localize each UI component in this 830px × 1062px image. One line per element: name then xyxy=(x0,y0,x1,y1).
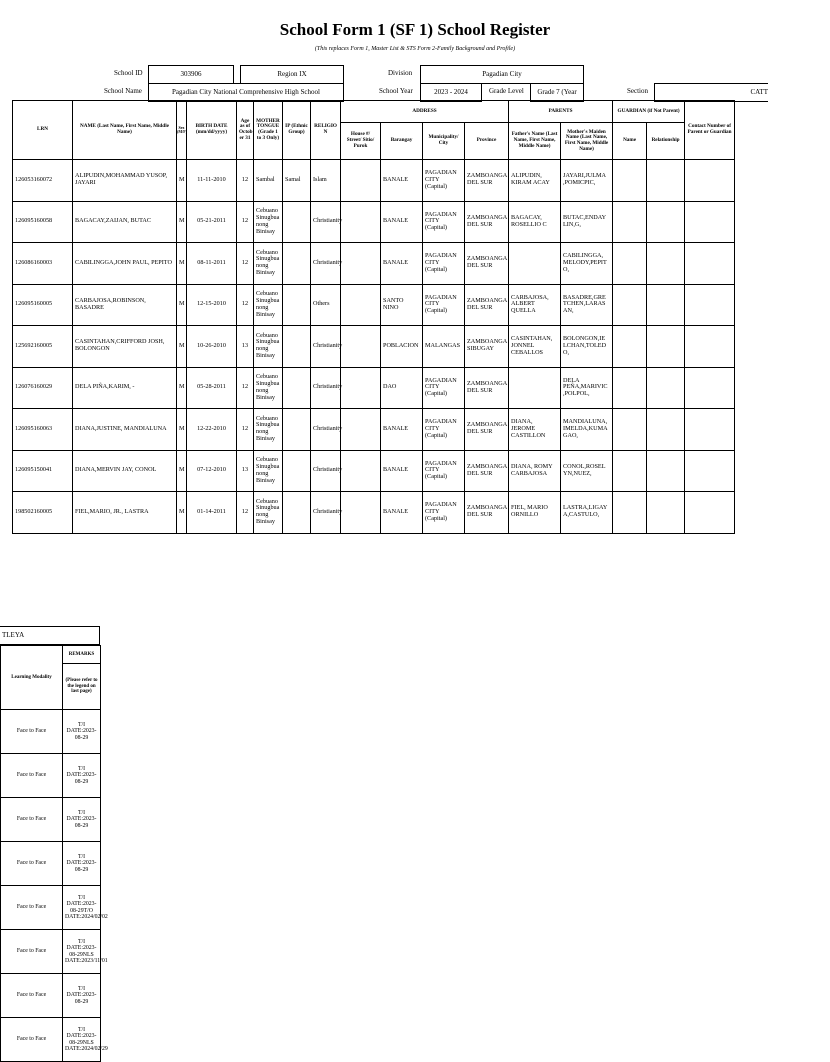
remarks-cell: T/I DATE:2023-08-29T/O DATE:2024/02/02 xyxy=(63,886,101,930)
ip-cell xyxy=(283,409,311,451)
birth-date-cell: 12-15-2010 xyxy=(187,284,237,326)
barangay-cell: BANALE xyxy=(381,243,423,285)
remarks-cell: T/I DATE:2023-08-29 xyxy=(63,710,101,754)
student-row xyxy=(13,492,735,534)
ip-cell: Samal xyxy=(283,160,311,202)
name-cell: CARBAJOSA,ROBINSON, BASADRE xyxy=(73,284,177,326)
col-lrn: LRN xyxy=(13,101,73,160)
sex-cell: M xyxy=(177,284,187,326)
mother-tongue-cell: Cebuano Sinugbua nong Binisay xyxy=(254,326,283,368)
religion-cell: Christianity xyxy=(311,492,341,534)
lrn-cell: 125692160005 xyxy=(13,326,73,368)
school-id-value: 303906 xyxy=(148,65,234,84)
religion-cell: Others xyxy=(311,284,341,326)
barangay-cell: BANALE xyxy=(381,492,423,534)
col-parents: PARENTS xyxy=(509,101,613,123)
age-cell: 13 xyxy=(237,326,254,368)
contact-cell xyxy=(685,326,735,368)
relationship-cell xyxy=(647,367,685,409)
religion-cell: Christianity xyxy=(311,409,341,451)
name-cell: ALIPUDIN,MOHAMMAD YUSOP, JAYARI xyxy=(73,160,177,202)
ip-cell xyxy=(283,367,311,409)
name-cell: CASINTAHAN,CRIFFORD JOSH, BOLONGON xyxy=(73,326,177,368)
remarks-cell: T/I DATE:2023-08-29NLS DATE:2024/02/29 xyxy=(63,1018,101,1062)
name-cell: CABILINGGA,JOHN PAUL, PEPITO xyxy=(73,243,177,285)
father-name-cell: ALIPUDIN, KIRAM ACAY xyxy=(509,160,561,202)
remarks-row xyxy=(1,798,101,842)
birth-date-cell: 11-11-2010 xyxy=(187,160,237,202)
province-cell: ZAMBOANGA SIBUGAY xyxy=(465,326,509,368)
form-subtitle: (This replaces Form 1, Master List & STS Form 2-Family Background and Profile) xyxy=(314,46,516,52)
age-cell: 12 xyxy=(237,492,254,534)
birth-date-cell: 05-28-2011 xyxy=(187,367,237,409)
lrn-cell: 198502160005 xyxy=(13,492,73,534)
remarks-cell: T/I DATE:2023-08-29 xyxy=(63,798,101,842)
mother-tongue-cell: Sambal xyxy=(254,160,283,202)
birth-date-cell: 10-26-2010 xyxy=(187,326,237,368)
remarks-cell: T/I DATE:2023-08-29 xyxy=(63,974,101,1018)
learning-modality-cell: Face to Face xyxy=(1,886,63,930)
col-mother-tongue: MOTHER TONGUE (Grade 1 to 3 Only) xyxy=(254,101,283,160)
col-relationship: Relationship xyxy=(647,123,685,160)
lrn-cell: 126095150041 xyxy=(13,450,73,492)
student-row xyxy=(13,326,735,368)
barangay-cell: BANALE xyxy=(381,450,423,492)
sex-cell: M xyxy=(177,201,187,243)
sex-cell: M xyxy=(177,492,187,534)
barangay-cell: BANALE xyxy=(381,409,423,451)
barangay-cell: DAO xyxy=(381,367,423,409)
learning-modality-cell: Face to Face xyxy=(1,798,63,842)
sex-cell: M xyxy=(177,367,187,409)
relationship-cell xyxy=(647,243,685,285)
division-label: Division xyxy=(388,69,413,77)
province-cell: ZAMBOANGA DEL SUR xyxy=(465,450,509,492)
sex-cell: M xyxy=(177,243,187,285)
grade-level-label: Grade Level xyxy=(489,87,524,95)
mother-name-cell: DELA PEÑA,MARIVIC ,POLPOL, xyxy=(561,367,613,409)
house-cell xyxy=(341,160,381,202)
ip-cell xyxy=(283,243,311,285)
col-birth-date: BIRTH DATE (mm/dd/yyyy) xyxy=(187,101,237,160)
municipality-cell: PAGADIAN CITY (Capital) xyxy=(423,160,465,202)
municipality-cell: PAGADIAN CITY (Capital) xyxy=(423,284,465,326)
section-label: Section xyxy=(627,87,648,95)
learning-modality-cell: Face to Face xyxy=(1,974,63,1018)
province-cell: ZAMBOANGA DEL SUR xyxy=(465,243,509,285)
learning-modality-cell: Face to Face xyxy=(1,710,63,754)
province-cell: ZAMBOANGA DEL SUR xyxy=(465,160,509,202)
col-address: ADDRESS xyxy=(341,101,509,123)
barangay-cell: SANTO NINO xyxy=(381,284,423,326)
house-cell xyxy=(341,492,381,534)
col-remarks-note: (Please refer to the legend on last page) xyxy=(63,664,101,710)
municipality-cell: PAGADIAN CITY (Capital) xyxy=(423,450,465,492)
guardian-name-cell xyxy=(613,284,647,326)
relationship-cell xyxy=(647,284,685,326)
col-guardian: GUARDIAN (if Not Parent) xyxy=(613,101,685,123)
lrn-cell: 126095160005 xyxy=(13,284,73,326)
age-cell: 12 xyxy=(237,367,254,409)
father-name-cell: CASINTAHAN, JONNEL CEBALLOS xyxy=(509,326,561,368)
guardian-name-cell xyxy=(613,409,647,451)
school-year-value: 2023 - 2024 xyxy=(420,83,482,102)
student-row xyxy=(13,450,735,492)
col-contact: Contact Number of Parent or Guardian xyxy=(685,101,735,160)
religion-cell: Christianity xyxy=(311,450,341,492)
ip-cell xyxy=(283,201,311,243)
guardian-name-cell xyxy=(613,367,647,409)
ip-cell xyxy=(283,326,311,368)
relationship-cell xyxy=(647,160,685,202)
col-religion: RELIGIO N xyxy=(311,101,341,160)
student-row xyxy=(13,243,735,285)
mother-tongue-cell: Cebuano Sinugbua nong Binisay xyxy=(254,201,283,243)
guardian-name-cell xyxy=(613,201,647,243)
municipality-cell: MALANGAS xyxy=(423,326,465,368)
sex-cell: M xyxy=(177,450,187,492)
remarks-cell: T/I DATE:2023-08-29 xyxy=(63,842,101,886)
guardian-name-cell xyxy=(613,492,647,534)
father-name-cell xyxy=(509,243,561,285)
birth-date-cell: 01-14-2011 xyxy=(187,492,237,534)
father-name-cell: CARBAJOSA, ALBERT QUELLA xyxy=(509,284,561,326)
house-cell xyxy=(341,450,381,492)
religion-cell: Christianity xyxy=(311,367,341,409)
col-ip: IP (Ethnic Group) xyxy=(283,101,311,160)
barangay-cell: BANALE xyxy=(381,160,423,202)
col-learning-modality: Learning Modality xyxy=(1,646,63,710)
father-name-cell xyxy=(509,367,561,409)
birth-date-cell: 05-21-2011 xyxy=(187,201,237,243)
age-cell: 12 xyxy=(237,243,254,285)
learning-modality-cell: Face to Face xyxy=(1,930,63,974)
house-cell xyxy=(341,367,381,409)
municipality-cell: PAGADIAN CITY (Capital) xyxy=(423,409,465,451)
contact-cell xyxy=(685,284,735,326)
remarks-table xyxy=(0,645,108,1062)
col-father: Father's Name (Last Name, First Name, Middle Name) xyxy=(509,123,561,160)
col-mother: Mother's Maiden Name (Last Name, First Name, Middle Name) xyxy=(561,123,613,160)
house-cell xyxy=(341,284,381,326)
remarks-row xyxy=(1,710,101,754)
guardian-name-cell xyxy=(613,326,647,368)
barangay-cell: POBLACION xyxy=(381,326,423,368)
remarks-row xyxy=(1,930,101,974)
birth-date-cell: 12-22-2010 xyxy=(187,409,237,451)
contact-cell xyxy=(685,367,735,409)
mother-tongue-cell: Cebuano Sinugbua nong Binisay xyxy=(254,409,283,451)
ip-cell xyxy=(283,284,311,326)
division-value: Pagadian City xyxy=(420,65,584,84)
school-name-value: Pagadian City National Comprehensive High School xyxy=(148,83,344,102)
student-row xyxy=(13,160,735,202)
lrn-cell: 126086160003 xyxy=(13,243,73,285)
house-cell xyxy=(341,326,381,368)
form-title: School Form 1 (SF 1) School Register xyxy=(279,20,551,39)
mother-tongue-cell: Cebuano Sinugbua nong Binisay xyxy=(254,243,283,285)
learning-modality-cell: Face to Face xyxy=(1,1018,63,1062)
municipality-cell: PAGADIAN CITY (Capital) xyxy=(423,367,465,409)
province-cell: ZAMBOANGA DEL SUR xyxy=(465,409,509,451)
contact-cell xyxy=(685,243,735,285)
school-year-label: School Year xyxy=(379,87,413,95)
religion-cell: Islam xyxy=(311,160,341,202)
school-name-label: School Name xyxy=(104,87,142,95)
register-table xyxy=(12,100,735,534)
mother-name-cell: CONOL,ROSEL YN,NUEZ, xyxy=(561,450,613,492)
age-cell: 12 xyxy=(237,284,254,326)
lrn-cell: 126095160063 xyxy=(13,409,73,451)
contact-cell xyxy=(685,160,735,202)
remarks-row xyxy=(1,842,101,886)
relationship-cell xyxy=(647,450,685,492)
municipality-cell: PAGADIAN CITY (Capital) xyxy=(423,201,465,243)
contact-cell xyxy=(685,409,735,451)
contact-cell xyxy=(685,492,735,534)
municipality-cell: PAGADIAN CITY (Capital) xyxy=(423,492,465,534)
name-cell: DIANA,JUSTINE, MANDIALUNA xyxy=(73,409,177,451)
birth-date-cell: 07-12-2010 xyxy=(187,450,237,492)
name-cell: DELA PIÑA,KARIM, - xyxy=(73,367,177,409)
religion-cell: Christianity xyxy=(311,243,341,285)
lrn-cell: 126053160072 xyxy=(13,160,73,202)
col-age: Age as of Octob er 31 xyxy=(237,101,254,160)
guardian-name-cell xyxy=(613,243,647,285)
mother-name-cell: LASTRA,LIGAY A,CASTULO, xyxy=(561,492,613,534)
remarks-cell: T/I DATE:2023-08-29NLS DATE:2023/11/01 xyxy=(63,930,101,974)
sex-cell: M xyxy=(177,326,187,368)
student-row xyxy=(13,409,735,451)
col-guardian-name: Name xyxy=(613,123,647,160)
col-municipality: Municipality/ City xyxy=(423,123,465,160)
col-name: NAME (Last Name, First Name, Middle Name) xyxy=(73,101,177,160)
father-name-cell: DIANA, JEROME CASTILLON xyxy=(509,409,561,451)
col-sex: Sex (M/F) xyxy=(177,101,187,160)
mother-tongue-cell: Cebuano Sinugbua nong Binisay xyxy=(254,492,283,534)
ip-cell xyxy=(283,450,311,492)
col-house: House #/ Street/ Sitio/ Purok xyxy=(341,123,381,160)
province-cell: ZAMBOANGA DEL SUR xyxy=(465,201,509,243)
col-barangay: Barangay xyxy=(381,123,423,160)
mother-tongue-cell: Cebuano Sinugbua nong Binisay xyxy=(254,367,283,409)
barangay-cell: BANALE xyxy=(381,201,423,243)
relationship-cell xyxy=(647,326,685,368)
contact-cell xyxy=(685,450,735,492)
name-cell: FIEL,MARIO, JR., LASTRA xyxy=(73,492,177,534)
province-cell: ZAMBOANGA DEL SUR xyxy=(465,367,509,409)
mother-tongue-cell: Cebuano Sinugbua nong Binisay xyxy=(254,284,283,326)
mother-tongue-cell: Cebuano Sinugbua nong Binisay xyxy=(254,450,283,492)
birth-date-cell: 08-11-2011 xyxy=(187,243,237,285)
mother-name-cell: CABILINGGA, MELODY,PEPIT O, xyxy=(561,243,613,285)
father-name-cell: FIEL, MARIO ORNILLO xyxy=(509,492,561,534)
age-cell: 12 xyxy=(237,160,254,202)
mother-name-cell: BASADRE,GRE TCHEN,LARAS AN, xyxy=(561,284,613,326)
province-cell: ZAMBOANGA DEL SUR xyxy=(465,284,509,326)
remarks-row xyxy=(1,974,101,1018)
sex-cell: M xyxy=(177,160,187,202)
learning-modality-cell: Face to Face xyxy=(1,754,63,798)
remarks-row xyxy=(1,754,101,798)
house-cell xyxy=(341,409,381,451)
ip-cell xyxy=(283,492,311,534)
age-cell: 13 xyxy=(237,450,254,492)
student-row xyxy=(13,284,735,326)
student-row xyxy=(13,367,735,409)
guardian-name-cell xyxy=(613,160,647,202)
section-fragment: TLEYA xyxy=(0,626,100,645)
school-id-label: School ID xyxy=(114,69,143,77)
name-cell: BAGACAY,ZAIJAN, BUTAC xyxy=(73,201,177,243)
lrn-cell: 126076160029 xyxy=(13,367,73,409)
mother-name-cell: BOLONGON,IE LCHAN,TOLED O, xyxy=(561,326,613,368)
age-cell: 12 xyxy=(237,409,254,451)
sex-cell: M xyxy=(177,409,187,451)
house-cell xyxy=(341,243,381,285)
religion-cell: Christianity xyxy=(311,326,341,368)
municipality-cell: PAGADIAN CITY (Capital) xyxy=(423,243,465,285)
col-remarks: REMARKS xyxy=(63,646,101,664)
col-province: Province xyxy=(465,123,509,160)
relationship-cell xyxy=(647,201,685,243)
mother-name-cell: JAYARI,JULMA ,POMICPIC, xyxy=(561,160,613,202)
relationship-cell xyxy=(647,492,685,534)
relationship-cell xyxy=(647,409,685,451)
remarks-row xyxy=(1,886,101,930)
mother-name-cell: MANDIALUNA, IMELDA,KUMA GAO, xyxy=(561,409,613,451)
contact-cell xyxy=(685,201,735,243)
father-name-cell: BAGACAY, ROSELLIO C xyxy=(509,201,561,243)
age-cell: 12 xyxy=(237,201,254,243)
region-value: Region IX xyxy=(240,65,344,84)
grade-level-value: Grade 7 (Year xyxy=(530,83,584,102)
religion-cell: Christianity xyxy=(311,201,341,243)
lrn-cell: 126095160058 xyxy=(13,201,73,243)
father-name-cell: DIANA, ROMY CARBAJOSA xyxy=(509,450,561,492)
learning-modality-cell: Face to Face xyxy=(1,842,63,886)
section-value: CATT xyxy=(654,83,768,102)
house-cell xyxy=(341,201,381,243)
province-cell: ZAMBOANGA DEL SUR xyxy=(465,492,509,534)
guardian-name-cell xyxy=(613,450,647,492)
remarks-row xyxy=(1,1018,101,1062)
mother-name-cell: BUTAC,ENDAY LIN,G, xyxy=(561,201,613,243)
student-row xyxy=(13,201,735,243)
remarks-cell: T/I DATE:2023-08-29 xyxy=(63,754,101,798)
name-cell: DIANA,MERVIN JAY, CONOL xyxy=(73,450,177,492)
